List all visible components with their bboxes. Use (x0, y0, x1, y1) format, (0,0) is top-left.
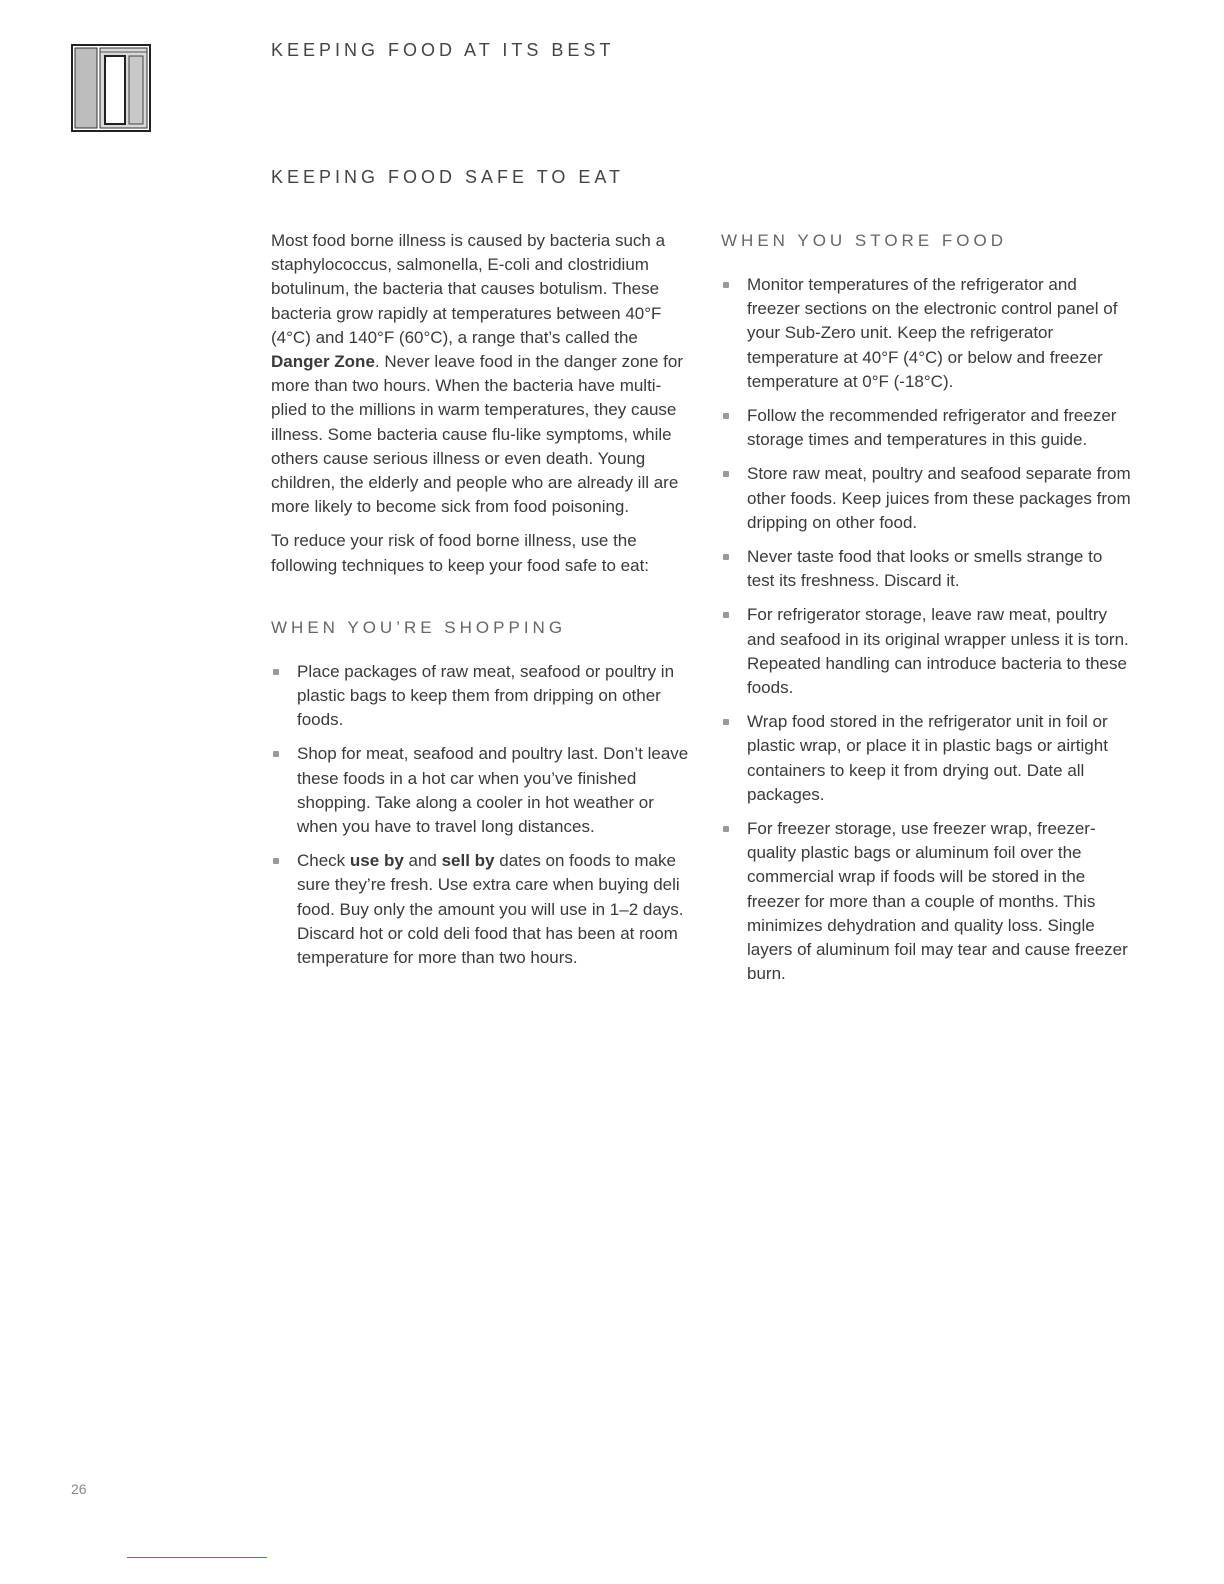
list-item: Place packages of raw meat, seafood or poultry in plastic bags to keep them from dripping on other foods. (271, 660, 691, 733)
footer-rule (127, 1557, 267, 1558)
bullet-icon (723, 471, 729, 477)
left-column (271, 229, 691, 980)
bullet-icon (723, 612, 729, 618)
chapter-title: KEEPING FOOD AT ITS BEST (271, 40, 615, 60)
bullet-icon (723, 554, 729, 560)
bullet-icon (273, 669, 279, 675)
list-item: Never taste food that looks or smells strange to test its freshness. Discard it. (721, 545, 1131, 593)
storing-list (721, 273, 1131, 986)
list-item: Store raw meat, poultry and seafood separate from other foods. Keep juices from these packages from dripping on other food. (721, 462, 1131, 535)
list-item: Follow the recommended refrigerator and freezer storage times and temperatures in this guide. (721, 404, 1131, 452)
list-item: Monitor temperatures of the refrigerator and freezer sections on the electronic control panel of your Sub-Zero unit. Keep the refrigerator temperature at 40°F (4°C) or below and freezer temperature at 0°F (-18°C). (721, 273, 1131, 394)
intro-paragraph-2: To reduce your risk of food borne illness, use the following techniques to keep your food safe to eat: (271, 531, 650, 575)
list-item: For freezer storage, use freezer wrap, freezer-quality plastic bags or aluminum foil over the commercial wrap if foods will be stored in the freezer for more than a couple of months. This minimizes dehydration and quality loss. Single layers of aluminum foil may tear and cause freezer burn. (721, 817, 1131, 986)
section-title: KEEPING FOOD SAFE TO EAT (271, 167, 625, 187)
list-item: For refrigerator storage, leave raw meat, poultry and seafood in its original wrapper unless it is torn. Repeated handling can introduce bacteria to these foods. (721, 603, 1131, 700)
refrigerator-icon (71, 44, 151, 132)
storing-heading: WHEN YOU STORE FOOD (721, 231, 1008, 250)
list-item: Shop for meat, seafood and poultry last. Don’t leave these foods in a hot car when you’ve finished shopping. Take along a cooler in hot weather or when you have to travel long distances. (271, 742, 691, 839)
list-item: Check use by and sell by dates on foods to make sure they’re fresh. Use extra care when buying deli food. Buy only the amount you will use in 1–2 days. Discard hot or cold deli food that has been at room temperature for more than two hours. (271, 849, 691, 970)
bullet-icon (273, 858, 279, 864)
page-number: 26 (71, 1481, 87, 1497)
shopping-list (271, 660, 691, 970)
list-item: Wrap food stored in the refrigerator unit in foil or plastic wrap, or place it in plastic bags or airtight containers to keep it from drying out. Date all packages. (721, 710, 1131, 807)
danger-zone-term: Danger Zone (271, 352, 375, 372)
intro-paragraph: Most food borne illness is caused by bacteria such a staphylococcus, salmonella, E-coli and clostridium botulinum, the bacteria that causes botulism. These bacteria grow rapidly at temperatures between 40°F (4°C) and 140°F (60°C), a range that’s called the Danger Zone. Never leave food in the danger zone for more than two hours. When the bacteria have multi-plied to the millions in warm temperatures, they cause illness. Some bacteria cause flu-like symptoms, while others cause serious illness or even death. Young children, the elderly and people who are already ill are more likely to become sick from food poisoning. (271, 231, 683, 517)
shopping-heading: WHEN YOU’RE SHOPPING (271, 617, 567, 637)
bullet-icon (723, 719, 729, 725)
bullet-icon (723, 282, 729, 288)
bullet-icon (723, 413, 729, 419)
bullet-icon (273, 751, 279, 757)
bullet-icon (723, 826, 729, 832)
right-column (721, 229, 1131, 996)
